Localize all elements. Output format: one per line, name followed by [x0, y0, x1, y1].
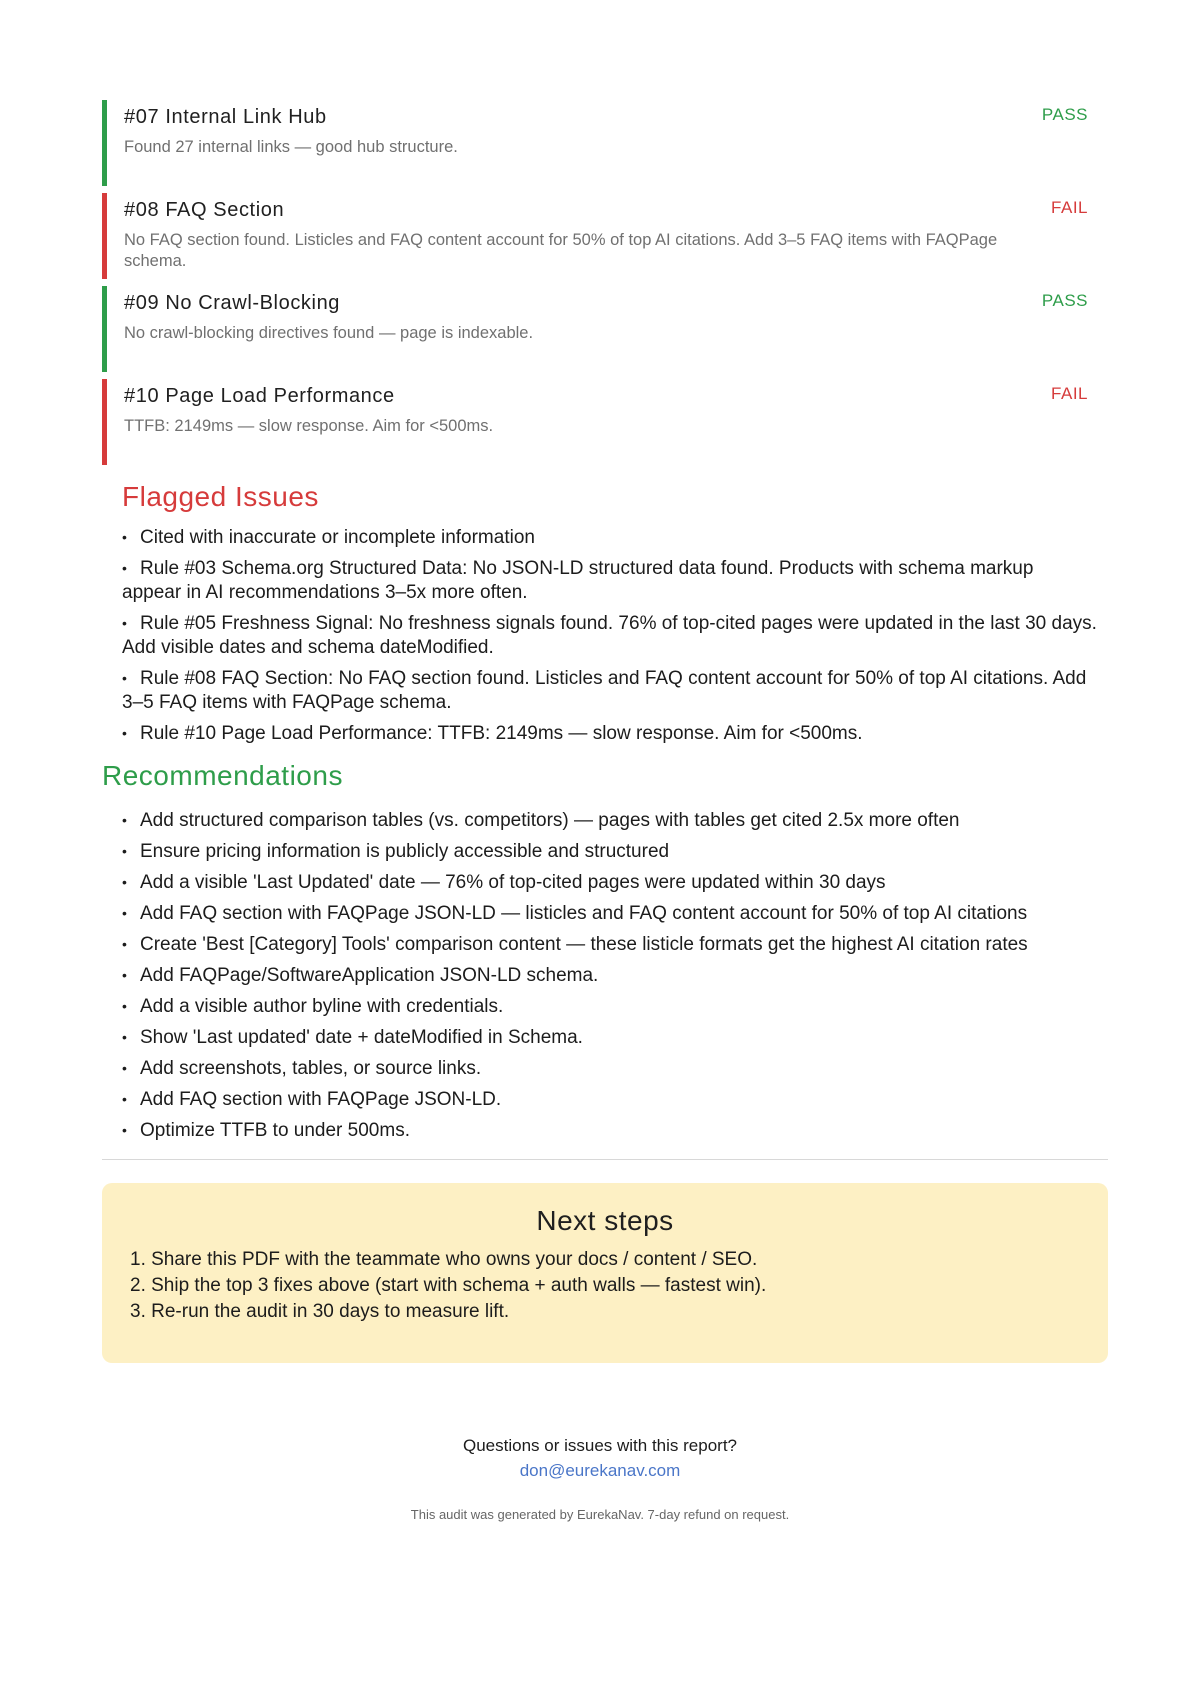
recommendation-item: • Optimize TTFB to under 500ms. — [122, 1120, 410, 1141]
recommendation-item: • Ensure pricing information is publicly accessible and structured — [122, 841, 670, 862]
rule-08-faq-section — [102, 193, 1108, 279]
recommendation-item: • Show 'Last updated' date + dateModified in Schema. — [122, 1027, 583, 1048]
rule-title: #09 No Crawl-Blocking — [124, 292, 341, 314]
bullet-icon: • — [122, 1091, 127, 1107]
bullet-icon: • — [122, 560, 127, 576]
rule-title: #08 FAQ Section — [124, 199, 285, 221]
recommendations-list — [122, 808, 1112, 1143]
recommendation-item: • Add FAQPage/SoftwareApplication JSON-LD schema. — [122, 965, 599, 986]
rule-detail: Found 27 internal links — good hub structure. — [124, 138, 458, 156]
bullet-icon: • — [122, 529, 127, 545]
flagged-issue-item: • Rule #05 Freshness Signal: No freshness signals found. 76% of top-cited pages were updated in the last 30 days. Add visible dates and schema dateModified. — [122, 613, 1097, 658]
rule-detail: No FAQ section found. Listicles and FAQ content account for 50% of top AI citations. Add 3–5 FAQ items with FAQPage schema. — [124, 231, 998, 270]
rule-10-page-load-performance — [102, 379, 1108, 465]
bullet-icon: • — [122, 670, 127, 686]
bullet-icon: • — [122, 615, 127, 631]
report-page — [102, 100, 1108, 1363]
bullet-icon: • — [122, 967, 127, 983]
flagged-issue-item: • Cited with inaccurate or incomplete information — [122, 527, 535, 548]
bullet-icon: • — [122, 874, 127, 890]
flagged-issue-item: • Rule #10 Page Load Performance: TTFB: 2149ms — slow response. Aim for <500ms. — [122, 723, 863, 744]
rule-09-no-crawl-blocking — [102, 286, 1108, 372]
next-steps-list — [130, 1247, 1080, 1325]
recommendation-item: • Add FAQ section with FAQPage JSON-LD — listicles and FAQ content account for 50% of top AI citations — [122, 903, 1028, 924]
flagged-issue-item: • Rule #03 Schema.org Structured Data: No JSON-LD structured data found. Products with schema markup appear in AI recommendations 3–5x more often. — [122, 558, 1034, 603]
bullet-icon: • — [122, 1029, 127, 1045]
recommendation-item: • Create 'Best [Category] Tools' comparison content — these listicle formats get the highest AI citation rates — [122, 934, 1028, 955]
recommendation-item: • Add structured comparison tables (vs. competitors) — pages with tables get cited 2.5x more often — [122, 810, 960, 831]
next-step-item: 2. Ship the top 3 fixes above (start with schema + auth walls — fastest win). — [130, 1275, 767, 1296]
flagged-issues-heading: Flagged Issues — [122, 481, 319, 512]
bullet-icon: • — [122, 725, 127, 741]
footer-note: This audit was generated by EurekaNav. 7-day refund on request. — [410, 1507, 790, 1522]
contact-email-link[interactable]: don@eurekanav.com — [519, 1461, 681, 1480]
rule-status-badge: FAIL — [1051, 384, 1088, 403]
flagged-issues-list — [122, 525, 1097, 746]
flagged-issue-item: • Rule #08 FAQ Section: No FAQ section found. Listicles and FAQ content account for 50% of top AI citations. Add 3–5 FAQ items with FAQPage schema. — [122, 668, 1087, 713]
next-steps-title: Next steps — [536, 1205, 674, 1236]
bullet-icon: • — [122, 905, 127, 921]
rule-title: #10 Page Load Performance — [124, 385, 395, 407]
rule-detail: TTFB: 2149ms — slow response. Aim for <500ms. — [124, 417, 494, 435]
recommendation-item: • Add FAQ section with FAQPage JSON-LD. — [122, 1089, 502, 1110]
bullet-icon: • — [122, 812, 127, 828]
section-divider — [102, 1159, 1108, 1160]
recommendation-item: • Add a visible 'Last Updated' date — 76% of top-cited pages were updated within 30 days — [122, 872, 886, 893]
recommendation-item: • Add screenshots, tables, or source links. — [122, 1058, 482, 1079]
footer-question: Questions or issues with this report? — [462, 1436, 737, 1455]
rule-detail: No crawl-blocking directives found — page is indexable. — [124, 324, 534, 342]
rule-status-badge: PASS — [1041, 105, 1088, 124]
recommendations-heading: Recommendations — [102, 760, 343, 791]
next-step-item: 3. Re-run the audit in 30 days to measure lift. — [130, 1301, 510, 1322]
bullet-icon: • — [122, 843, 127, 859]
next-steps-panel — [102, 1183, 1108, 1363]
next-step-item: 1. Share this PDF with the teammate who owns your docs / content / SEO. — [130, 1249, 758, 1270]
recommendation-item: • Add a visible author byline with credentials. — [122, 996, 504, 1017]
bullet-icon: • — [122, 998, 127, 1014]
rule-title: #07 Internal Link Hub — [124, 106, 327, 128]
bullet-icon: • — [122, 936, 127, 952]
bullet-icon: • — [122, 1122, 127, 1138]
bullet-icon: • — [122, 1060, 127, 1076]
rule-status-badge: FAIL — [1051, 198, 1088, 217]
rule-07-internal-link-hub — [102, 100, 1108, 186]
rule-status-badge: PASS — [1041, 291, 1088, 310]
